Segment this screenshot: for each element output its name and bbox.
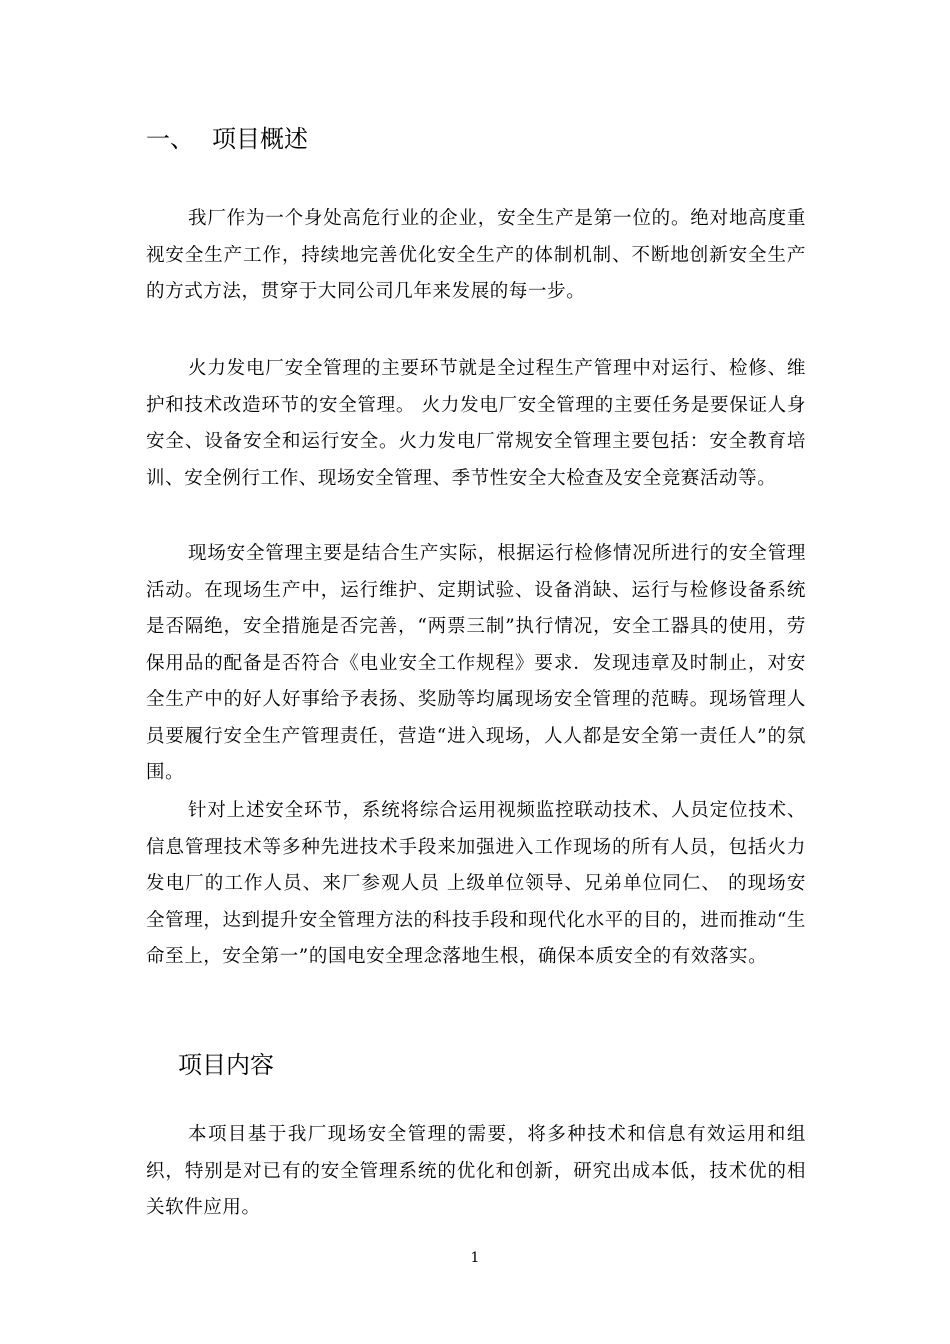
section-title: 项目内容 [178, 1051, 274, 1079]
body-paragraph: 火力发电厂安全管理的主要环节就是全过程生产管理中对运行、检修、维护和技术改造环节的安全管理。 火力发电厂安全管理的主要任务是要保证人身安全、设备安全和运行安全。火力发电厂常规安全管理主要包括：安全教育培训、安全例行工作、现场安全管理、季节性安全大检查及安全竞赛活动等。 [146, 358, 806, 489]
section-number: 一、 [146, 125, 194, 153]
page-number: 1 [470, 1250, 480, 1266]
body-paragraph: 本项目基于我厂现场安全管理的需要，将多种技术和信息有效运用和组织，特别是对已有的安全管理系统的优化和创新，研究出成本低，技术优的相关软件应用。 [146, 1124, 806, 1218]
body-paragraph: 针对上述安全环节，系统将综合运用视频监控联动技术、人员定位技术、 信息管理技术等多种先进技术手段来加强进入工作现场的所有人员，包括火力发电厂的工作人员、来厂参观人员 上级单位领导、兄弟单位同仁、 的现场安全管理，达到提升安全管理方法的科技手段和现代化水平的目的，进而推动“生命至上，安全第一”的国电安全理念落地生根，确保本质安全的有效落实。 [146, 800, 806, 967]
body-paragraph: 我厂作为一个身处高危行业的企业，安全生产是第一位的。绝对地高度重视安全生产工作，持续地完善优化安全生产的体制机制、不断地创新安全生产的方式方法，贯穿于大同公司几年来发展的每一步。 [146, 208, 806, 302]
section-title: 项目概述 [212, 125, 308, 153]
body-paragraph: 现场安全管理主要是结合生产实际，根据运行检修情况所进行的安全管理活动。在现场生产中，运行维护、定期试验、设备消缺、运行与检修设备系统是否隔绝，安全措施是否完善，“两票三制”执行情况，安全工器具的使用，劳保用品的配备是否符合《电业安全工作规程》要求．发现违章及时制止，对安全生产中的好人好事给予表扬、奖励等均属现场安全管理的范畴。现场管理人员要履行安全生产管理责任，营造“进入现场，人人都是安全第一责任人”的氛围。 [146, 543, 806, 783]
